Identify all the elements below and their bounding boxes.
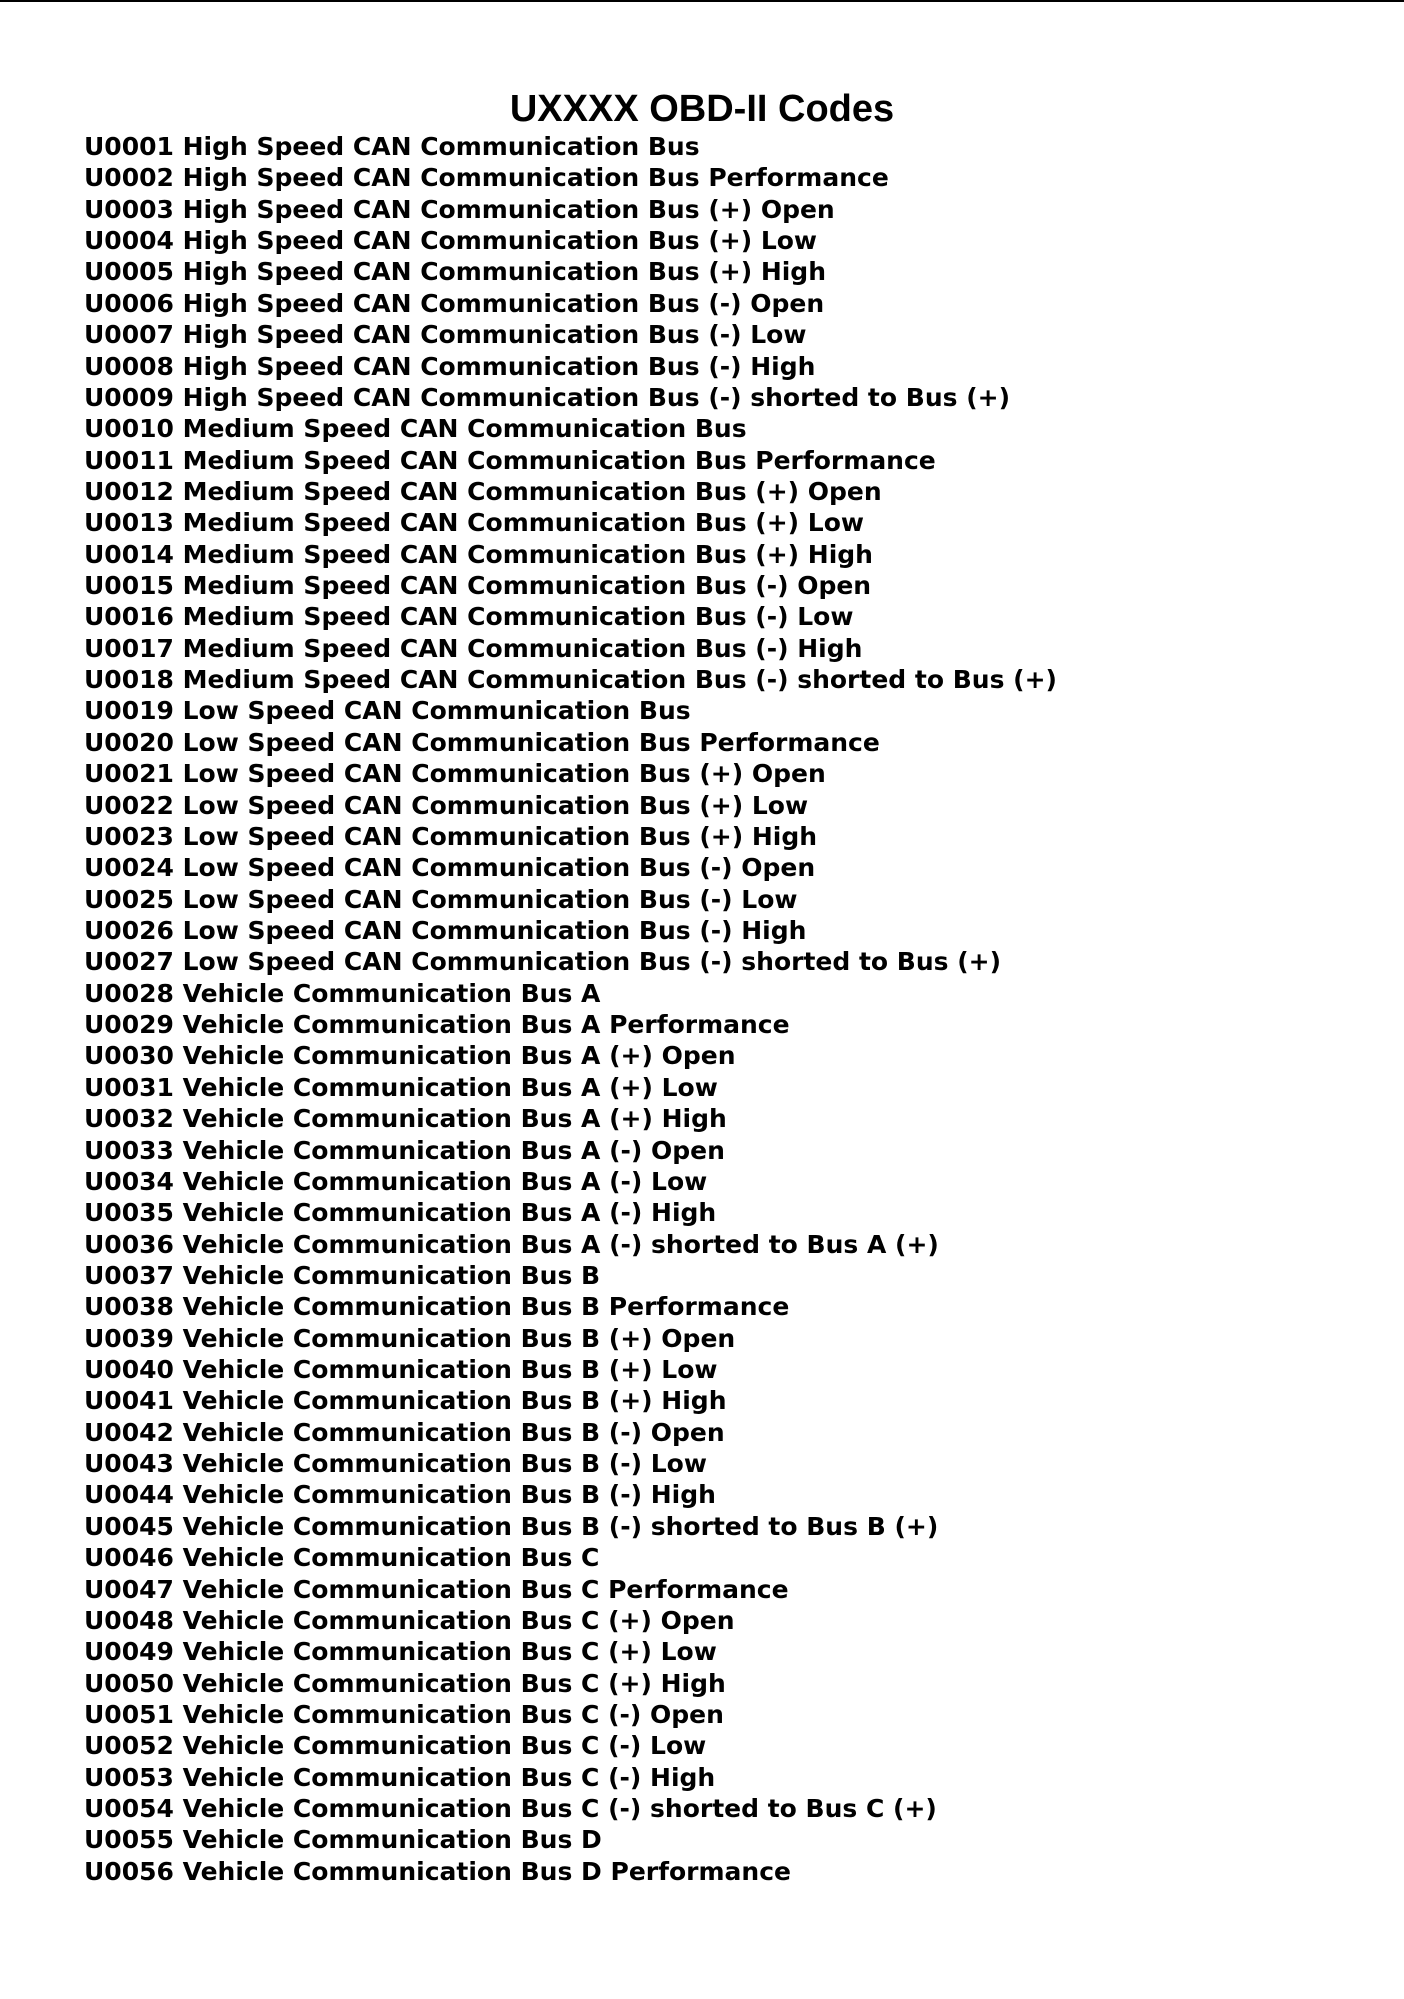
- code-item: U0043 Vehicle Communication Bus B (-) Low: [84, 1449, 707, 1479]
- code-item: U0021 Low Speed CAN Communication Bus (+) Open: [84, 759, 826, 789]
- code-item: U0024 Low Speed CAN Communication Bus (-) Open: [84, 853, 816, 883]
- code-item: U0039 Vehicle Communication Bus B (+) Open: [84, 1323, 736, 1353]
- code-item: U0020 Low Speed CAN Communication Bus Performance: [84, 727, 880, 757]
- code-item: U0034 Vehicle Communication Bus A (-) Low: [84, 1166, 708, 1196]
- code-item: U0029 Vehicle Communication Bus A Performance: [84, 1010, 790, 1040]
- code-item: U0032 Vehicle Communication Bus A (+) High: [84, 1104, 727, 1134]
- code-item: U0017 Medium Speed CAN Communication Bus (-) High: [84, 633, 863, 663]
- code-item: U0001 High Speed CAN Communication Bus: [84, 132, 700, 161]
- page-title: UXXXX OBD-II Codes: [509, 88, 895, 130]
- code-item: U0015 Medium Speed CAN Communication Bus (-) Open: [84, 571, 872, 601]
- code-item: U0008 High Speed CAN Communication Bus (-) High: [84, 351, 816, 381]
- code-item: U0030 Vehicle Communication Bus A (+) Open: [84, 1041, 736, 1071]
- code-item: U0011 Medium Speed CAN Communication Bus Performance: [84, 445, 936, 475]
- code-item: U0004 High Speed CAN Communication Bus (+) Low: [84, 226, 818, 256]
- code-item: U0048 Vehicle Communication Bus C (+) Open: [84, 1605, 735, 1635]
- code-item: U0051 Vehicle Communication Bus C (-) Open: [84, 1699, 724, 1729]
- code-item: U0055 Vehicle Communication Bus D: [84, 1825, 602, 1855]
- code-item: U0047 Vehicle Communication Bus C Performance: [84, 1574, 789, 1604]
- code-item: U0012 Medium Speed CAN Communication Bus (+) Open: [84, 476, 882, 506]
- code-item: U0007 High Speed CAN Communication Bus (-) Low: [84, 320, 807, 350]
- code-item: U0052 Vehicle Communication Bus C (-) Low: [84, 1731, 707, 1761]
- code-item: U0045 Vehicle Communication Bus B (-) shorted to Bus B (+): [84, 1511, 939, 1541]
- code-item: U0056 Vehicle Communication Bus D Performance: [84, 1856, 791, 1886]
- code-list: [84, 131, 1057, 1887]
- code-item: U0038 Vehicle Communication Bus B Performance: [84, 1292, 790, 1322]
- code-item: U0046 Vehicle Communication Bus C: [84, 1543, 600, 1573]
- code-item: U0054 Vehicle Communication Bus C (-) shorted to Bus C (+): [84, 1794, 937, 1824]
- code-item: U0053 Vehicle Communication Bus C (-) High: [84, 1762, 716, 1792]
- code-item: U0006 High Speed CAN Communication Bus (-) Open: [84, 288, 825, 318]
- code-item: U0037 Vehicle Communication Bus B: [84, 1260, 601, 1290]
- code-item: U0033 Vehicle Communication Bus A (-) Open: [84, 1135, 725, 1165]
- code-item: U0036 Vehicle Communication Bus A (-) shorted to Bus A (+): [84, 1229, 939, 1259]
- code-item: U0010 Medium Speed CAN Communication Bus: [84, 414, 747, 444]
- code-item: U0041 Vehicle Communication Bus B (+) High: [84, 1386, 727, 1416]
- code-item: U0013 Medium Speed CAN Communication Bus (+) Low: [84, 508, 864, 538]
- code-item: U0042 Vehicle Communication Bus B (-) Open: [84, 1417, 725, 1447]
- code-item: U0005 High Speed CAN Communication Bus (+) High: [84, 257, 827, 287]
- code-item: U0025 Low Speed CAN Communication Bus (-) Low: [84, 884, 798, 914]
- code-item: U0014 Medium Speed CAN Communication Bus (+) High: [84, 539, 873, 569]
- code-item: U0026 Low Speed CAN Communication Bus (-) High: [84, 915, 807, 945]
- code-item: U0009 High Speed CAN Communication Bus (-) shorted to Bus (+): [84, 382, 1011, 412]
- code-item: U0027 Low Speed CAN Communication Bus (-) shorted to Bus (+): [84, 947, 1002, 977]
- code-item: U0003 High Speed CAN Communication Bus (+) Open: [84, 194, 835, 224]
- code-item: U0023 Low Speed CAN Communication Bus (+) High: [84, 821, 818, 851]
- top-border-line: [0, 0, 1404, 2]
- code-item: U0049 Vehicle Communication Bus C (+) Low: [84, 1637, 717, 1667]
- code-item: U0016 Medium Speed CAN Communication Bus (-) Low: [84, 602, 854, 632]
- code-item: U0044 Vehicle Communication Bus B (-) High: [84, 1480, 716, 1510]
- code-item: U0028 Vehicle Communication Bus A: [84, 978, 601, 1008]
- code-item: U0035 Vehicle Communication Bus A (-) High: [84, 1198, 717, 1228]
- code-item: U0019 Low Speed CAN Communication Bus: [84, 696, 691, 726]
- code-item: U0031 Vehicle Communication Bus A (+) Low: [84, 1072, 718, 1102]
- code-item: U0002 High Speed CAN Communication Bus Performance: [84, 163, 889, 193]
- code-item: U0022 Low Speed CAN Communication Bus (+) Low: [84, 790, 809, 820]
- code-item: U0040 Vehicle Communication Bus B (+) Low: [84, 1355, 718, 1385]
- code-item: U0018 Medium Speed CAN Communication Bus (-) shorted to Bus (+): [84, 665, 1057, 695]
- code-item: U0050 Vehicle Communication Bus C (+) High: [84, 1668, 726, 1698]
